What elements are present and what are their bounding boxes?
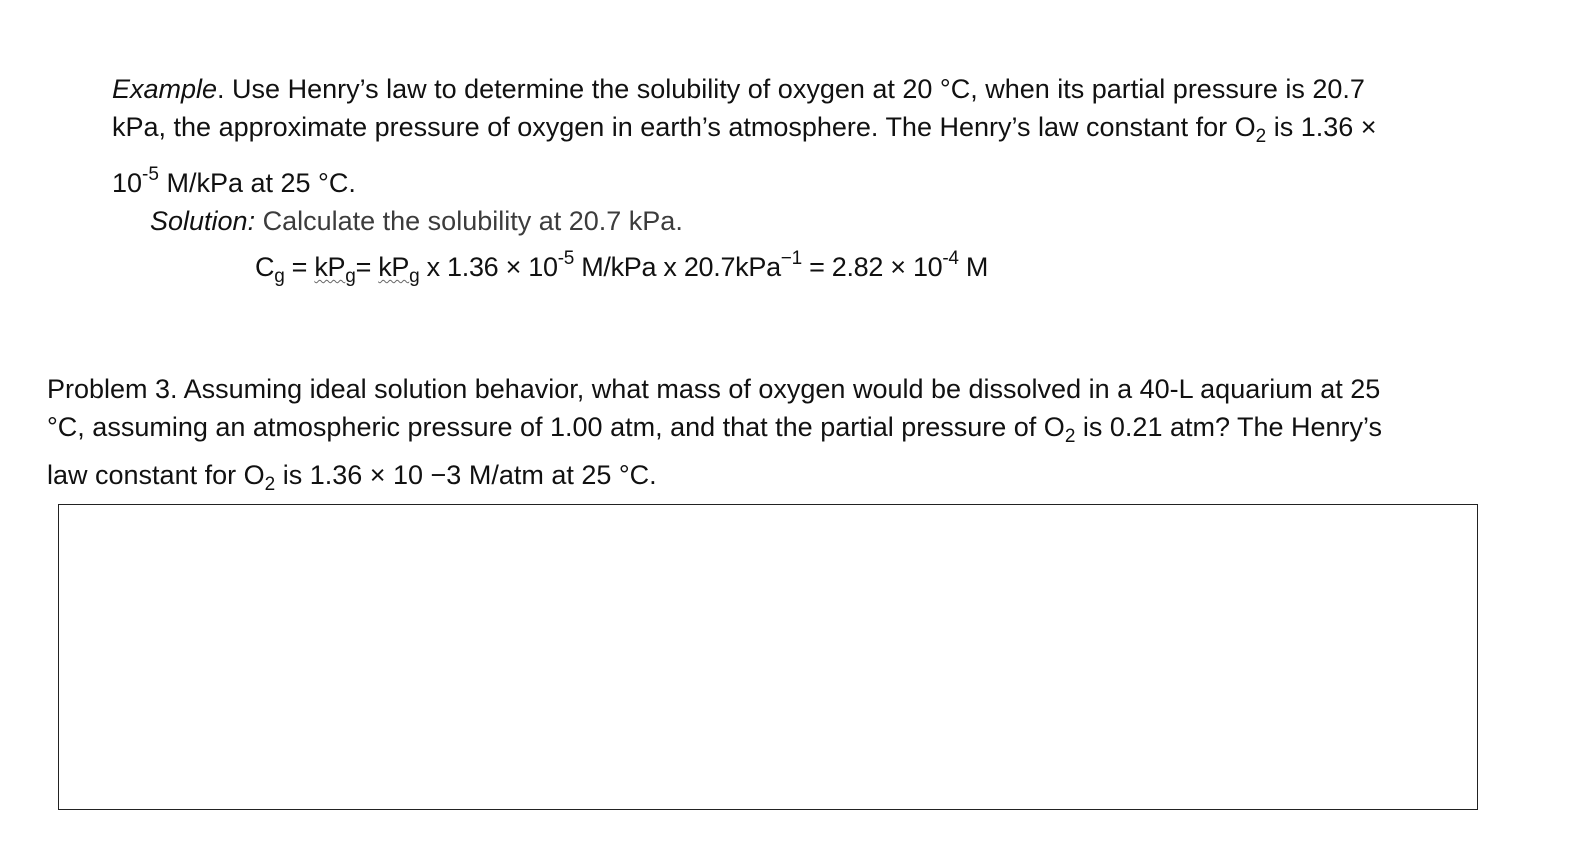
solution-text: Calculate the solubility at 20.7 kPa. (255, 206, 683, 236)
eq-kp-1-sub: g (345, 266, 356, 287)
eq-mid-b: M/kPa x 20.7kPa (574, 252, 781, 282)
o2-subscript: 2 (264, 474, 276, 495)
problem-line-3-text: law constant for O (47, 460, 265, 490)
example-line-2-text: kPa, the approximate pressure of oxygen in earth’s atmosphere. The Henry’s law constant for O (112, 112, 1256, 142)
o2-subscript: 2 (1255, 126, 1267, 147)
exponent: -5 (142, 164, 159, 185)
eq-mid-c: = 2.82 × 10 (801, 252, 943, 282)
eq-kp-1: kP (314, 252, 346, 282)
equation-line (255, 248, 988, 286)
solution-line (150, 202, 683, 240)
example-line-1-text: . Use Henry’s law to determine the solubility of oxygen at 20 °C, when its partial pressure is 20.7 (217, 74, 1365, 104)
example-line-1 (112, 70, 1365, 108)
eq-equals-2: = (355, 252, 379, 282)
eq-kp-2: kP (378, 252, 410, 282)
eq-kp-2-sub: g (409, 266, 420, 287)
problem-line-1: Problem 3. Assuming ideal solution behavior, what mass of oxygen would be dissolved in a 40-L aquarium at 25 (47, 374, 1381, 404)
eq-res-sup: -4 (942, 248, 959, 269)
eq-kpg-1 (314, 252, 356, 287)
problem-line-2 (47, 408, 1382, 446)
example-line-3-text: M/kPa at 25 °C. (158, 168, 356, 198)
o2-subscript: 2 (1064, 426, 1076, 447)
eq-c-sub: g (274, 266, 285, 287)
problem-line-2-end: is 0.21 atm? The Henry’s (1075, 412, 1383, 442)
example-line-2-end: is 1.36 × (1266, 112, 1377, 142)
example-line-3 (112, 164, 356, 202)
eq-mid-sup: -5 (557, 248, 574, 269)
solution-label: Solution: (150, 206, 256, 236)
problem-line-2-text: °C, assuming an atmospheric pressure of 1.00 atm, and that the partial pressure of O (47, 412, 1065, 442)
example-line-2 (112, 108, 1377, 146)
eq-kpg-2 (378, 252, 420, 287)
problem-line-3-end: is 1.36 × 10 −3 M/atm at 25 °C. (275, 460, 657, 490)
answer-box[interactable] (58, 504, 1478, 810)
eq-c: C (255, 252, 275, 282)
eq-mid-a: x 1.36 × 10 (419, 252, 558, 282)
eq-end: M (958, 252, 989, 282)
example-line-3-base: 10 (112, 168, 143, 198)
eq-pa-sup: −1 (780, 248, 802, 269)
example-label: Example (112, 74, 218, 104)
eq-equals-1: = (284, 252, 315, 282)
problem-line-3 (47, 456, 657, 494)
